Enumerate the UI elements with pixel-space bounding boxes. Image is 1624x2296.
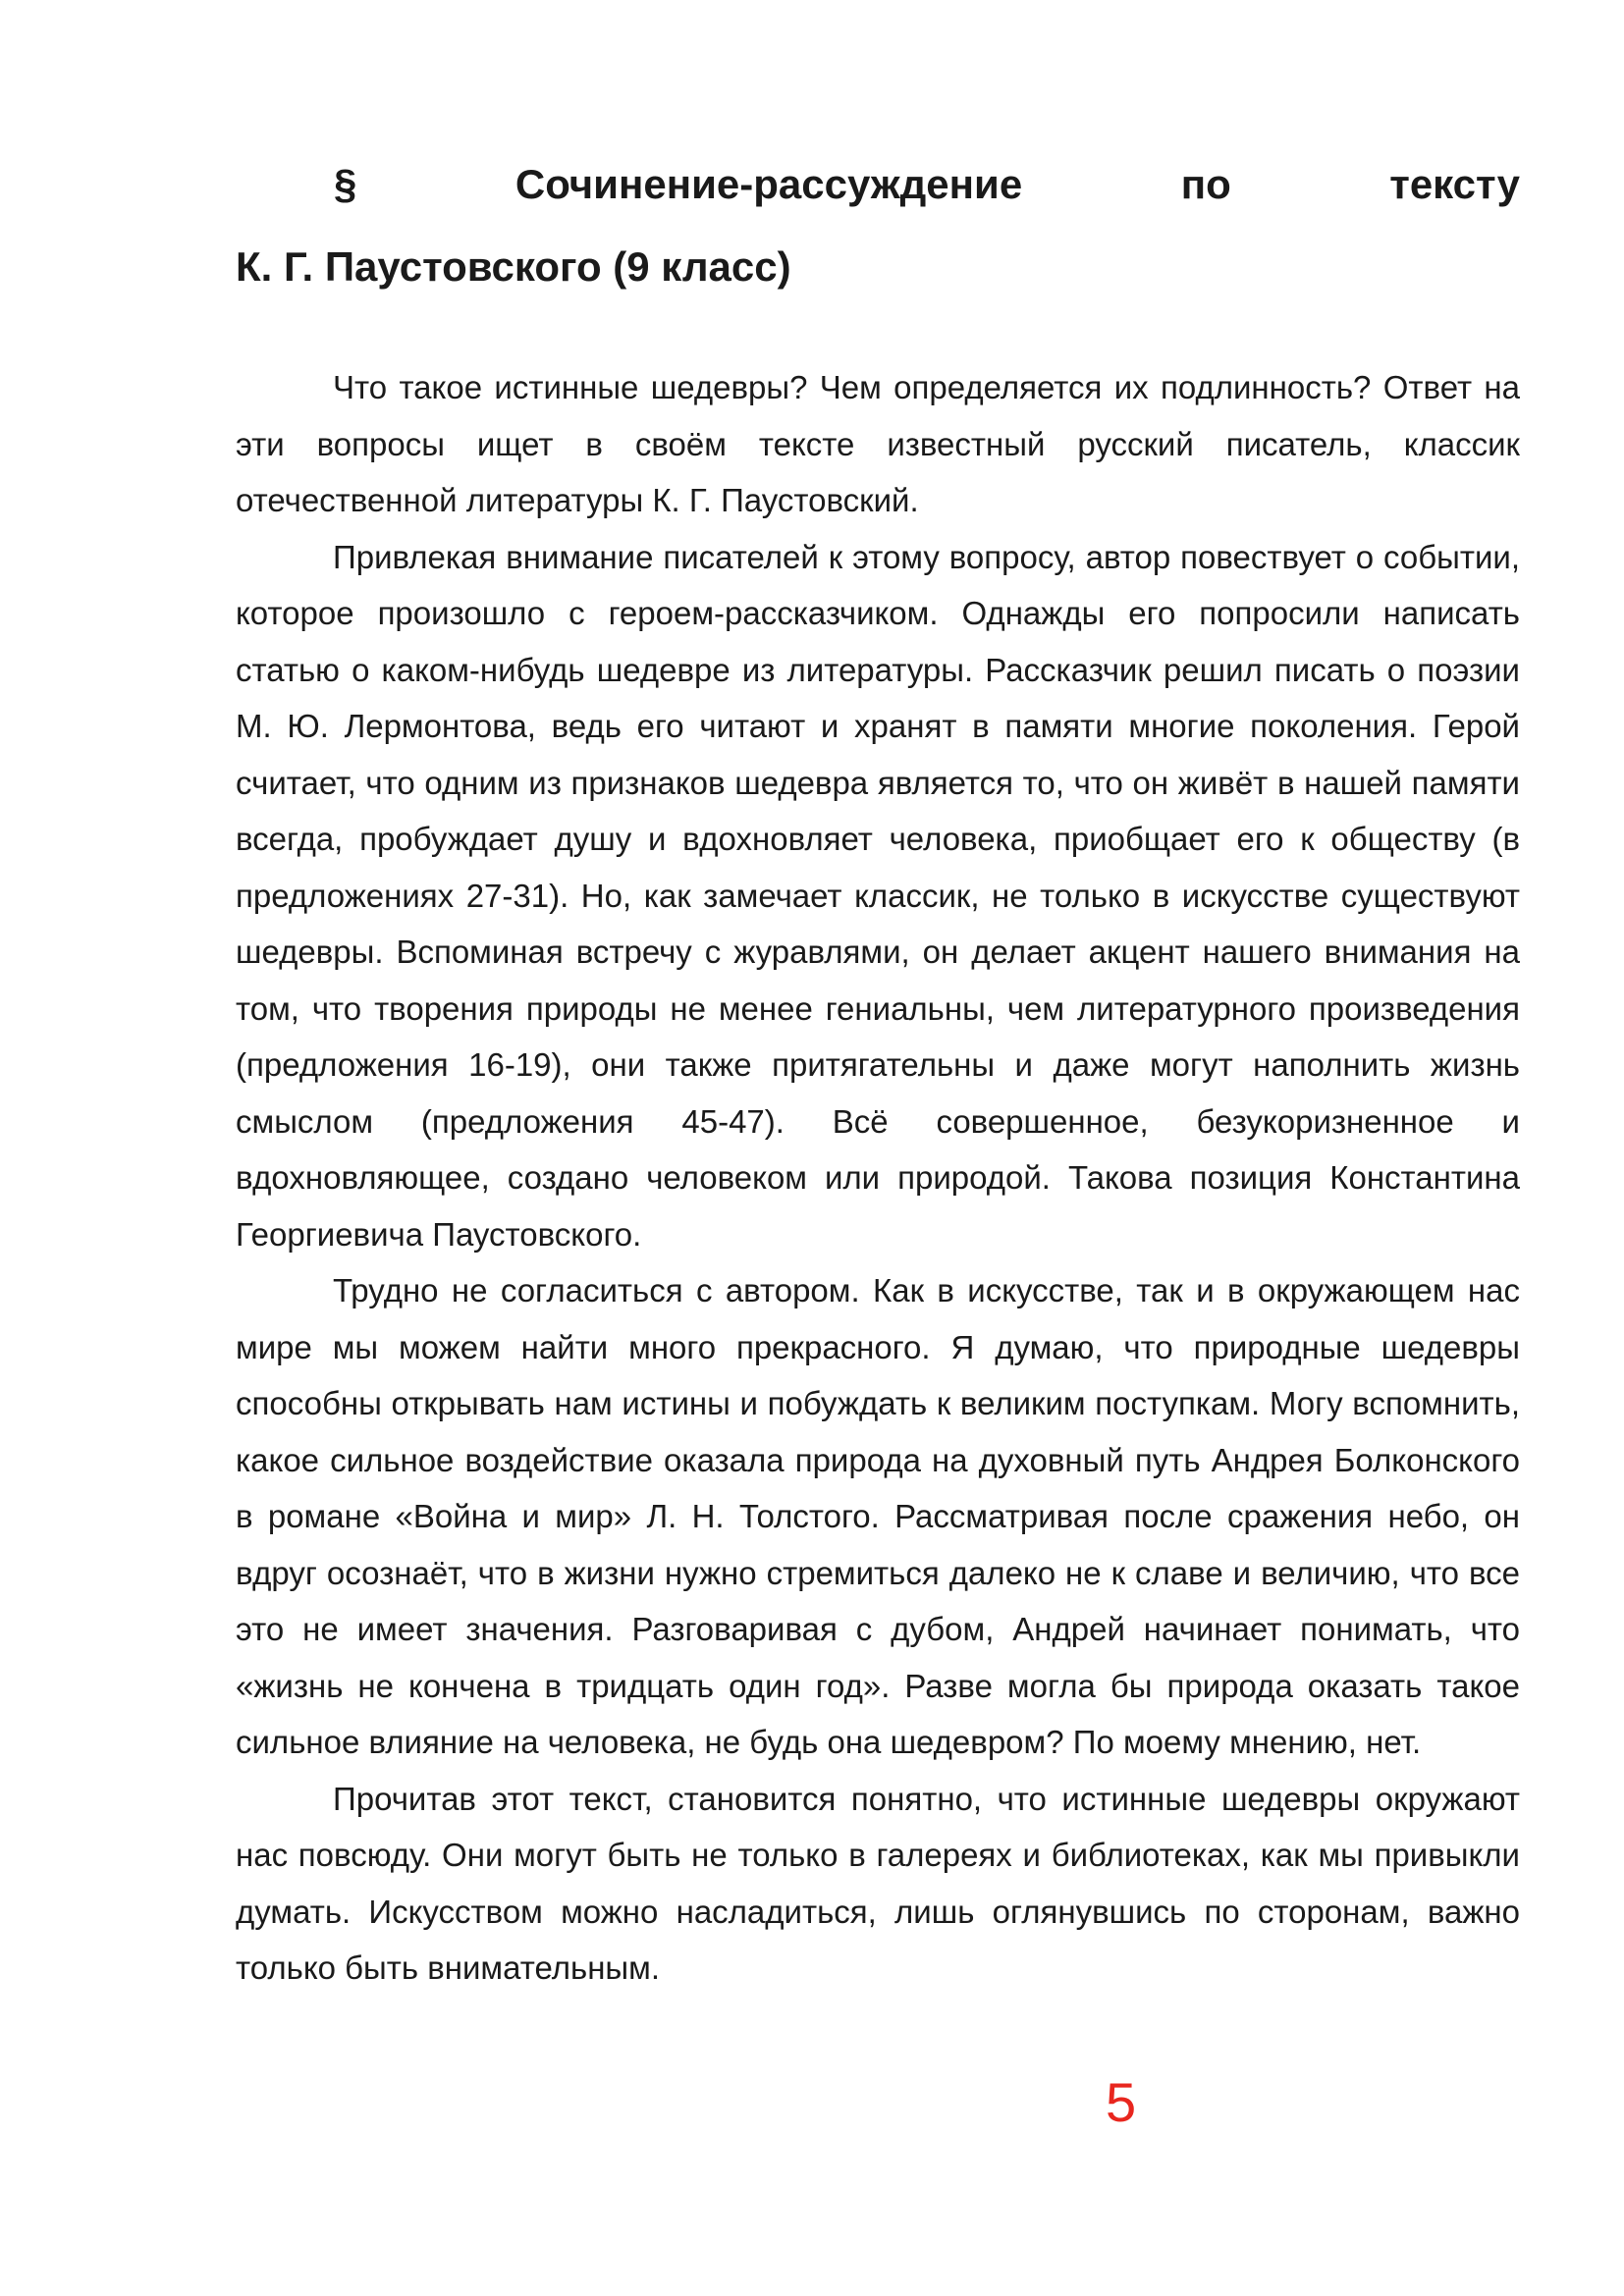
title-word: по <box>1180 161 1231 207</box>
paragraph: Что такое истинные шедевры? Чем определяется их подлинность? Ответ на эти вопросы ищет в своём тексте известный русский писатель, классик отечественной литературы К. Г. Паустовский. <box>236 369 1520 518</box>
title-word: Сочинение-рассуждение <box>514 161 1023 207</box>
paragraph: Прочитав этот текст, становится понятно, что истинные шедевры окружают нас повсюду. Они могут быть не только в галереях и библиотеках, как мы привыкли думать. Искусством можно насладиться, лишь оглянувшись по сторонам, важно только быть внимательным. <box>236 1780 1520 1986</box>
essay-title-line-2: К. Г. Паустовского (9 класс) <box>236 243 791 290</box>
page-number: 5 <box>1106 2071 1137 2133</box>
essay-title <box>236 155 1520 214</box>
paragraph: Трудно не согласиться с автором. Как в искусстве, так и в окружающем нас мире мы можем найти много прекрасного. Я думаю, что природные шедевры способны открывать нам истины и побуждать к великим поступкам. Могу вспомнить, какое сильное воздействие оказала природа на духовный путь Андрея Болконского в романе «Война и мир» Л. Н. Толстого. Рассматривая после сражения небо, он вдруг осознаёт, что в жизни нужно стремиться далеко не к славе и величию, что все это не имеет значения. Разговаривая с дубом, Андрей начинает понимать, что «жизнь не кончена в тридцать один год». Разве могла бы природа оказать такое сильное влияние на человека, не будь она шедевром? По моему мнению, нет. <box>236 1272 1520 1760</box>
essay-body <box>236 359 1520 1997</box>
section-symbol: § <box>334 161 357 207</box>
title-word: тексту <box>1389 161 1520 207</box>
paragraph: Привлекая внимание писателей к этому вопросу, автор повествует о событии, которое произошло с героем-рассказчиком. Однажды его попросили написать статью о каком-нибудь шедевре из литературы. Рассказчик решил писать о поэзии М. Ю. Лермонтова, ведь его читают и хранят в памяти многие поколения. Герой считает, что одним из признаков шедевра является то, что он живёт в нашей памяти всегда, пробуждает душу и вдохновляет человека, приобщает его к обществу (в предложениях 27-31). Но, как замечает классик, не только в искусстве существуют шедевры. Вспоминая встречу с журавлями, он делает акцент нашего внимания на том, что творения природы не менее гениальны, чем литературного произведения (предложения 16-19), они также притягательны и даже могут наполнить жизнь смыслом (предложения 45-47). Всё совершенное, безукоризненное и вдохновляющее, создано человеком или природой. Такова позиция Константина Георгиевича Паустовского. <box>236 538 1520 1253</box>
